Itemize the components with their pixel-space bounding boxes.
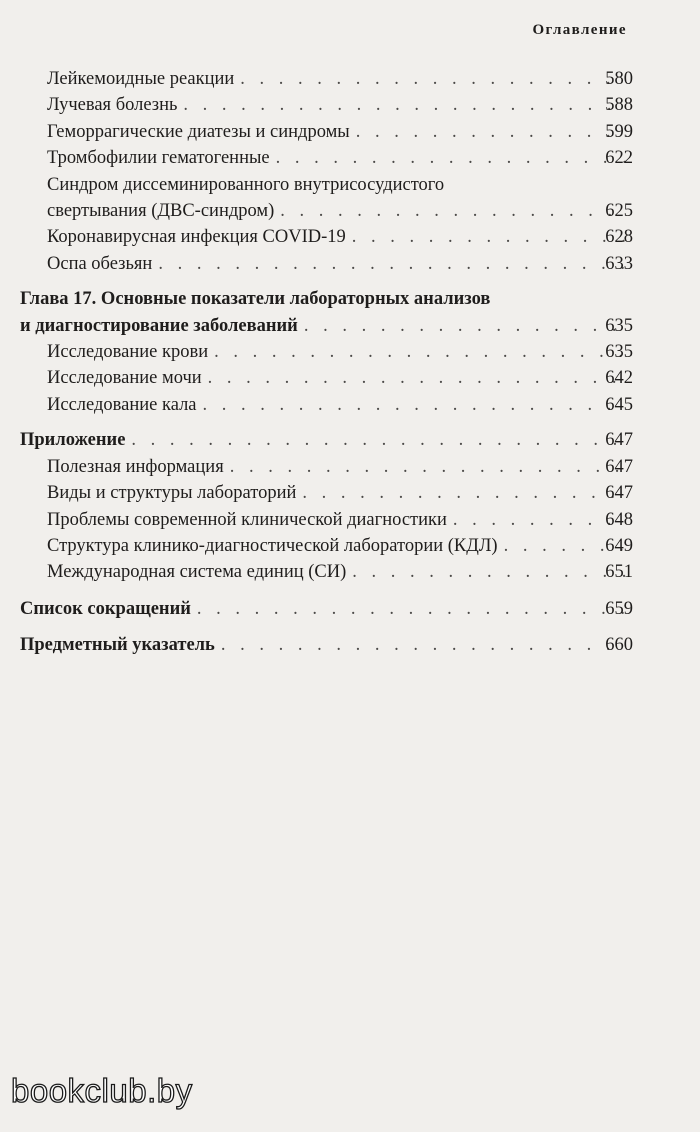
watermark: bookclub.by	[11, 1072, 193, 1109]
leader-dots	[208, 365, 627, 391]
toc-entry[interactable]	[0, 533, 700, 559]
toc-entry-title: Исследование крови	[47, 342, 209, 363]
toc-entry[interactable]	[0, 172, 700, 225]
leader-dots	[356, 119, 627, 145]
toc-entry-page: 647	[605, 456, 633, 477]
leader-dots	[302, 480, 627, 506]
toc-subject-index[interactable]	[0, 632, 700, 658]
toc-abbreviations[interactable]	[0, 596, 700, 622]
toc-entry-title: Лейкемоидные реакции	[47, 69, 235, 89]
toc-entry-page: 660	[605, 635, 633, 656]
toc-entry-title: Полезная информация	[47, 456, 224, 477]
leader-dots	[197, 596, 627, 622]
toc-entry-title: Коронавирусная инфекция COVID-19	[47, 227, 346, 248]
toc-entry[interactable]	[0, 365, 700, 391]
table-of-contents	[0, 66, 700, 659]
leader-dots	[183, 92, 627, 118]
leader-dots	[352, 224, 627, 250]
toc-entry[interactable]	[0, 339, 700, 365]
leader-dots	[230, 454, 627, 480]
toc-entry-page: 633	[605, 253, 633, 274]
toc-entry-title: Оспа обезьян	[47, 253, 153, 274]
leader-dots	[352, 559, 627, 585]
leader-dots	[214, 339, 627, 365]
toc-entry-page: 622	[605, 148, 633, 169]
toc-entry[interactable]	[0, 392, 700, 418]
toc-entry-title: Виды и структуры лабораторий	[47, 483, 297, 504]
toc-entry-page: 635	[605, 315, 633, 336]
leader-dots	[131, 427, 627, 453]
leader-dots	[158, 251, 627, 277]
toc-entry-page: 580	[605, 69, 633, 89]
toc-entry-title: Структура клинико-диагностической лаборатории (КДЛ)	[47, 535, 498, 556]
toc-entry-title: Исследование мочи	[47, 368, 202, 389]
toc-entry-title-line2: свертывания (ДВС-синдром)	[47, 201, 275, 222]
toc-entry-page: 628	[605, 227, 633, 248]
toc-entry-title: Международная система единиц (СИ)	[47, 562, 347, 583]
leader-dots	[221, 632, 627, 658]
toc-entry-title: Тромбофилии гематогенные	[47, 148, 270, 169]
toc-entry[interactable]	[0, 92, 700, 118]
chapter-title-line2: и диагностирование заболеваний	[20, 315, 298, 336]
toc-entry-title: Лучевая болезнь	[47, 95, 178, 116]
toc-entry-page: 588	[605, 95, 633, 116]
toc-entry-title: Исследование кала	[47, 394, 197, 415]
toc-entry-title: Предметный указатель	[20, 635, 215, 656]
toc-entry-page: 642	[605, 368, 633, 389]
toc-entry-page: 649	[605, 535, 633, 556]
toc-entry-title: Геморрагические диатезы и синдромы	[47, 121, 350, 142]
toc-entry-page: 647	[605, 430, 633, 451]
toc-entry-title: Проблемы современной клинической диагностики	[47, 509, 447, 530]
leader-dots	[304, 313, 627, 339]
leader-dots	[240, 66, 627, 92]
toc-entry[interactable]	[0, 119, 700, 145]
toc-entry[interactable]	[0, 507, 700, 533]
toc-entry-page: 651	[605, 562, 633, 583]
leader-dots	[276, 145, 627, 171]
toc-chapter-17[interactable]	[0, 286, 700, 339]
toc-entry[interactable]	[0, 559, 700, 585]
toc-entry[interactable]	[0, 454, 700, 480]
toc-entry-title-line1: Синдром диссеминированного внутрисосудистого	[47, 174, 445, 195]
toc-entry-title: Список сокращений	[20, 598, 191, 619]
leader-dots	[280, 198, 627, 224]
running-head: Оглавление	[532, 22, 627, 38]
toc-entry-page: 625	[605, 201, 633, 222]
leader-dots	[453, 507, 627, 533]
toc-entry[interactable]	[0, 224, 700, 250]
toc-entry[interactable]	[0, 145, 700, 171]
toc-entry-page: 645	[605, 394, 633, 415]
chapter-title-line1: Глава 17. Основные показатели лабораторных анализов	[20, 289, 491, 310]
toc-entry[interactable]	[0, 66, 700, 92]
toc-entry-page: 647	[605, 483, 633, 504]
toc-entry[interactable]	[0, 251, 700, 277]
toc-appendix[interactable]	[0, 427, 700, 453]
toc-entry-page: 635	[605, 342, 633, 363]
toc-entry-title: Приложение	[20, 430, 126, 451]
leader-dots	[203, 392, 627, 418]
toc-entry-page: 648	[605, 509, 633, 530]
toc-entry[interactable]	[0, 480, 700, 506]
toc-entry-page: 599	[605, 121, 633, 142]
toc-entry-page: 659	[605, 598, 633, 619]
